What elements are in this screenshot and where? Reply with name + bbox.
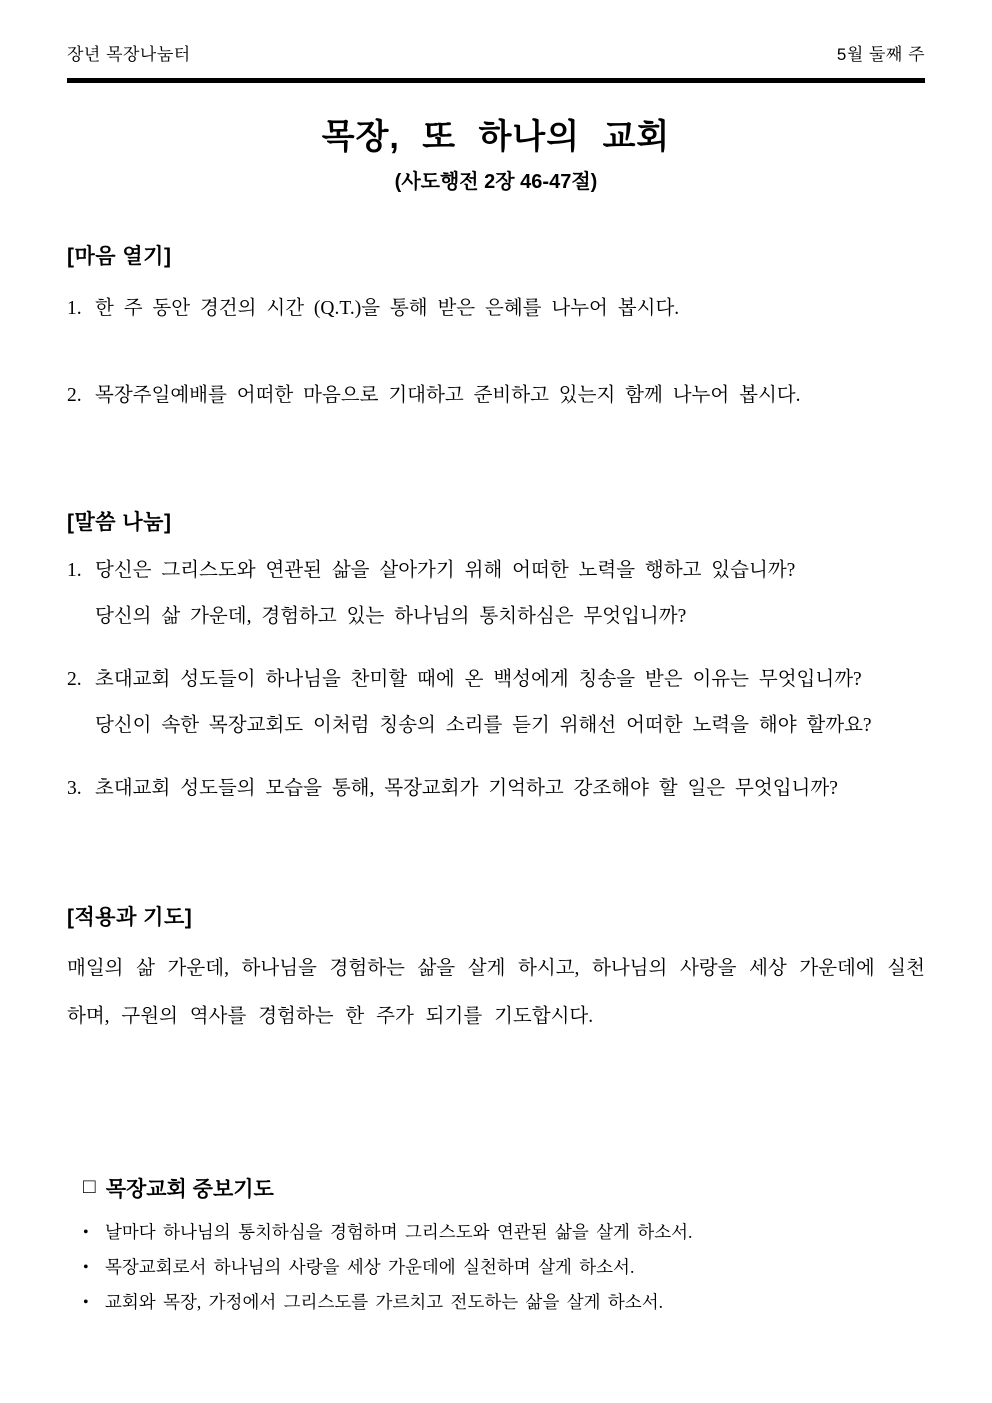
item-line-1: 당신은 그리스도와 연관된 삶을 살아가기 위해 어떠한 노력을 행하고 있습니까?	[95, 560, 796, 582]
item-text	[95, 776, 925, 801]
bullet-icon: •	[83, 1293, 89, 1311]
page-title: 목장, 또 하나의 교회	[321, 118, 671, 156]
intercession-heading-label: 목장교회 중보기도	[105, 1177, 274, 1201]
section-mind-opening	[67, 240, 925, 409]
bullet-text: 교회와 목장, 가정에서 그리스도를 가르치고 전도하는 삶을 살게 하소서.	[105, 1291, 663, 1312]
prayer-bullet-list	[83, 1215, 925, 1320]
section-word-sharing	[67, 506, 925, 801]
document-header	[67, 40, 925, 83]
item-line-2: 당신이 속한 목장교회도 이처럼 칭송의 소리를 듣기 위해선 어떠한 노력을 해야 할까요?	[95, 714, 872, 736]
opening-item-1	[67, 296, 925, 321]
section-intercession	[67, 1173, 925, 1320]
section-heading-mind-opening: [마음 열기]	[67, 244, 172, 268]
bullet-icon: •	[83, 1258, 89, 1276]
item-text: 한 주 동안 경건의 시간 (Q.T.)을 통해 받은 은혜를 나누어 봅시다.	[95, 297, 680, 319]
item-text: 목장주일예배를 어떠한 마음으로 기대하고 준비하고 있는지 함께 나누어 봅시다.	[95, 385, 801, 407]
application-paragraph: 매일의 삶 가운데, 하나님을 경험하는 삶을 살게 하시고, 하나님의 사랑을 세상 가운데에 실천하며, 구원의 역사를 경험하는 한 주가 되기를 기도합시다.	[67, 958, 925, 1027]
section-heading-word-sharing: [말씀 나눔]	[67, 511, 172, 535]
item-number: 3.	[67, 777, 82, 799]
section-application-prayer	[67, 901, 925, 1041]
item-number: 1.	[67, 560, 82, 582]
bullet-item	[83, 1215, 925, 1250]
item-number: 2.	[67, 669, 82, 691]
header-left-text: 장년 목장나눔터	[67, 45, 191, 64]
item-text	[95, 667, 925, 738]
bullet-text: 목장교회로서 하나님의 사랑을 세상 가운데에 실천하며 살게 하소서.	[105, 1256, 635, 1277]
sharing-item-2	[67, 667, 925, 738]
checkbox-icon: □	[83, 1174, 96, 1198]
section-heading-application: [적용과 기도]	[67, 906, 193, 930]
item-text	[95, 558, 925, 629]
sharing-item-1	[67, 558, 925, 629]
bullet-icon: •	[83, 1223, 89, 1241]
item-line-2: 당신의 삶 가운데, 경험하고 있는 하나님의 통치하심은 무엇입니까?	[95, 605, 687, 627]
intercession-heading	[83, 1173, 925, 1203]
scripture-reference: (사도행전 2장 46-47절)	[394, 170, 598, 193]
item-number: 2.	[67, 385, 82, 407]
header-right-text: 5월 둘째 주	[836, 45, 925, 64]
bullet-text: 날마다 하나님의 통치하심을 경험하며 그리스도와 연관된 삶을 살게 하소서.	[105, 1221, 693, 1242]
opening-item-2	[67, 383, 925, 408]
title-block	[67, 117, 925, 194]
sharing-item-3	[67, 776, 925, 801]
bullet-item	[83, 1285, 925, 1320]
item-line-1: 초대교회 성도들의 모습을 통해, 목장교회가 기억하고 강조해야 할 일은 무엇입니까?	[95, 777, 838, 799]
bullet-item	[83, 1250, 925, 1285]
item-number: 1.	[67, 297, 82, 319]
item-line-1: 초대교회 성도들이 하나님을 찬미할 때에 온 백성에게 칭송을 받은 이유는 무엇입니까?	[95, 669, 862, 691]
